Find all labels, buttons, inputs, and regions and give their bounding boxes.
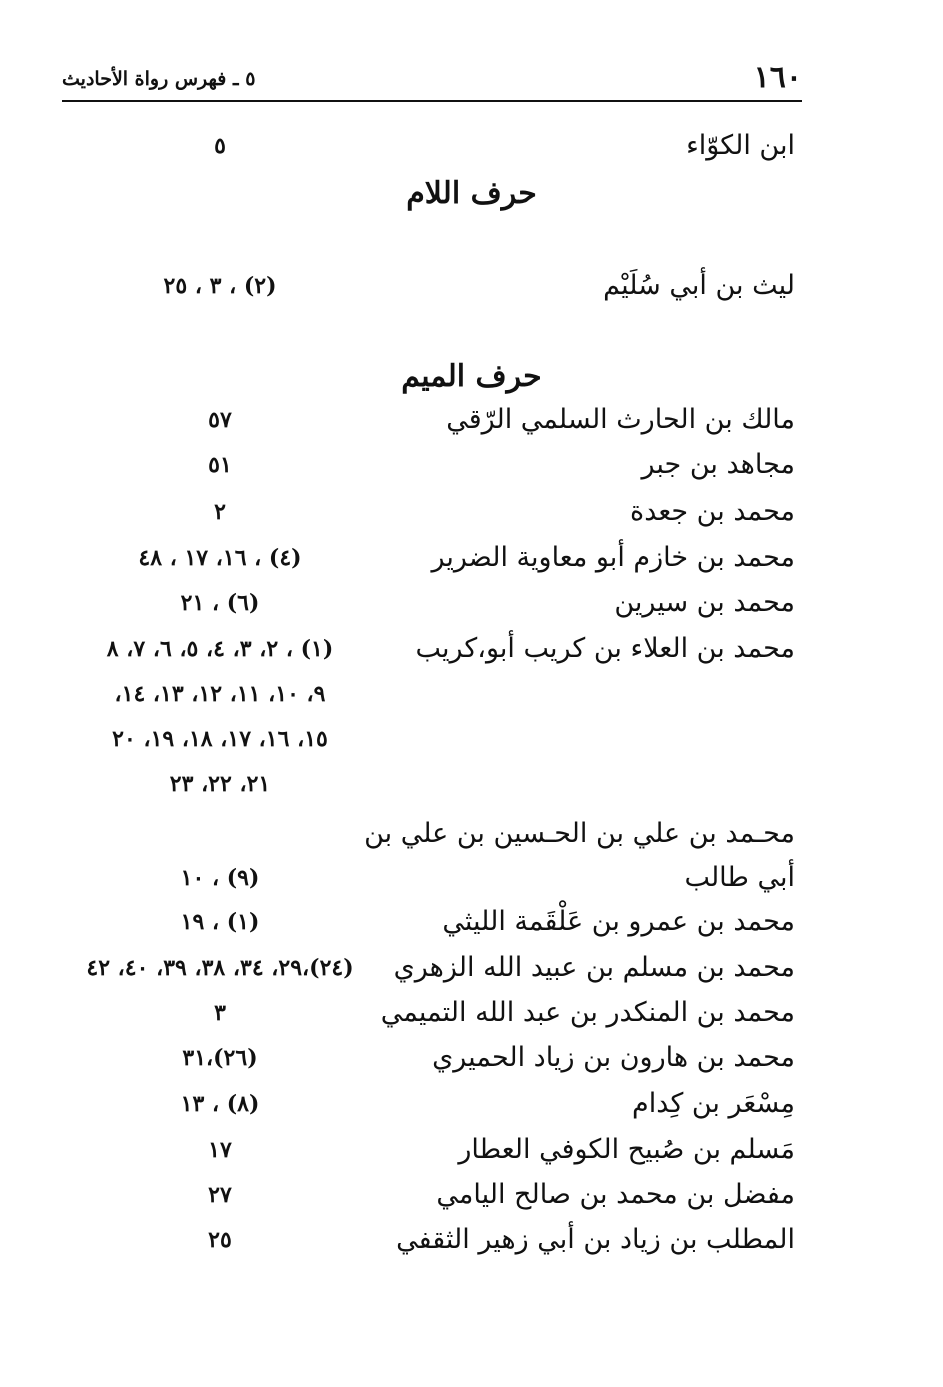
index-entry [0,856,943,900]
hadith-refs: (٤) ، ١٦، ١٧ ، ٤٨ [138,545,302,571]
running-title: ٥ ـ فهرس رواة الأحاديث [62,68,256,90]
narrator-name: ليث بن أبي سُلَيْم [603,270,795,301]
hadith-refs: ٥١ [208,452,232,478]
hadith-refs: ١٧ [208,1137,232,1163]
hadith-refs: (١) ، ١٩ [180,909,260,935]
index-entry [0,946,943,990]
index-entry [0,443,943,487]
index-entry [0,398,943,442]
index-entry [0,717,943,761]
index-entry [0,762,943,806]
hadith-refs: (١) ، ٢، ٣، ٤، ٥، ٦، ٧، ٨ [106,636,334,662]
hadith-refs: ٢ [214,499,226,525]
index-entry [0,1036,943,1080]
header-rule [62,100,802,102]
hadith-refs: ١٥، ١٦، ١٧، ١٨، ١٩، ٢٠ [112,726,328,752]
narrator-name: أبي طالب [684,862,795,893]
narrator-name: مَسلم بن صُبيح الكوفي العطار [458,1134,795,1165]
index-entry [0,1082,943,1126]
index-entry [0,1128,943,1172]
hadith-refs: (٢٤)،٢٩، ٣٤، ٣٨، ٣٩، ٤٠، ٤٢ [86,955,354,981]
index-entry [0,124,943,168]
hadith-refs: ٢٥ [208,1227,232,1253]
narrator-name: محمد بن خازم أبو معاوية الضرير [431,542,795,573]
hadith-refs: ٣ [214,1000,226,1026]
hadith-refs: (٢) ، ٣ ، ٢٥ [163,273,277,299]
hadith-refs: (٨) ، ١٣ [180,1091,260,1117]
narrator-name: محمد بن جعدة [630,496,795,527]
index-entry [0,1218,943,1262]
hadith-refs: ٥ [214,133,226,159]
hadith-refs: ٩، ١٠، ١١، ١٢، ١٣، ١٤، [114,681,326,707]
narrator-name: محمد بن المنكدر بن عبد الله التميمي [380,997,795,1028]
narrator-name: مِسْعَر بن كِدام [632,1088,795,1119]
page-number: ١٦٠ [753,60,802,95]
index-entry [0,581,943,625]
narrator-name: محمد بن هارون بن زياد الحميري [432,1042,795,1073]
narrator-name: محمد بن سيرين [614,587,795,618]
narrator-name: مفضل بن محمد بن صالح اليامي [436,1179,795,1210]
hadith-refs: ٥٧ [208,407,232,433]
index-entry [0,672,943,716]
page-header [62,58,802,102]
hadith-refs: (٩) ، ١٠ [180,865,260,891]
narrator-name: مجاهد بن جبر [641,449,795,480]
narrator-name: محمد بن العلاء بن كريب أبو،كريب [415,633,795,664]
index-entry [0,627,943,671]
hadith-refs: ٢١، ٢٢، ٢٣ [169,771,271,797]
narrator-name: المطلب بن زياد بن أبي زهير الثقفي [396,1224,795,1255]
hadith-refs: (٦) ، ٢١ [180,590,260,616]
index-entry [0,264,943,308]
hadith-refs: (٢٦)،٣١ [182,1045,258,1071]
index-entry [0,536,943,580]
section-heading-mim: حرف الميم [401,359,542,394]
narrator-name: محـمد بن علي بن الحـسين بن علي بن [364,818,795,849]
hadith-refs: ٢٧ [208,1182,232,1208]
section-heading-lam: حرف اللام [406,176,537,211]
index-entry [0,900,943,944]
index-entry [0,812,943,856]
narrator-name: ابن الكوّاء [686,130,795,161]
narrator-name: محمد بن مسلم بن عبيد الله الزهري [393,952,795,983]
narrator-name: مالك بن الحارث السلمي الرّقي [446,404,795,435]
index-entry [0,1173,943,1217]
narrator-name: محمد بن عمرو بن عَلْقَمة الليثي [442,906,795,937]
index-entry [0,991,943,1035]
index-entry [0,490,943,534]
